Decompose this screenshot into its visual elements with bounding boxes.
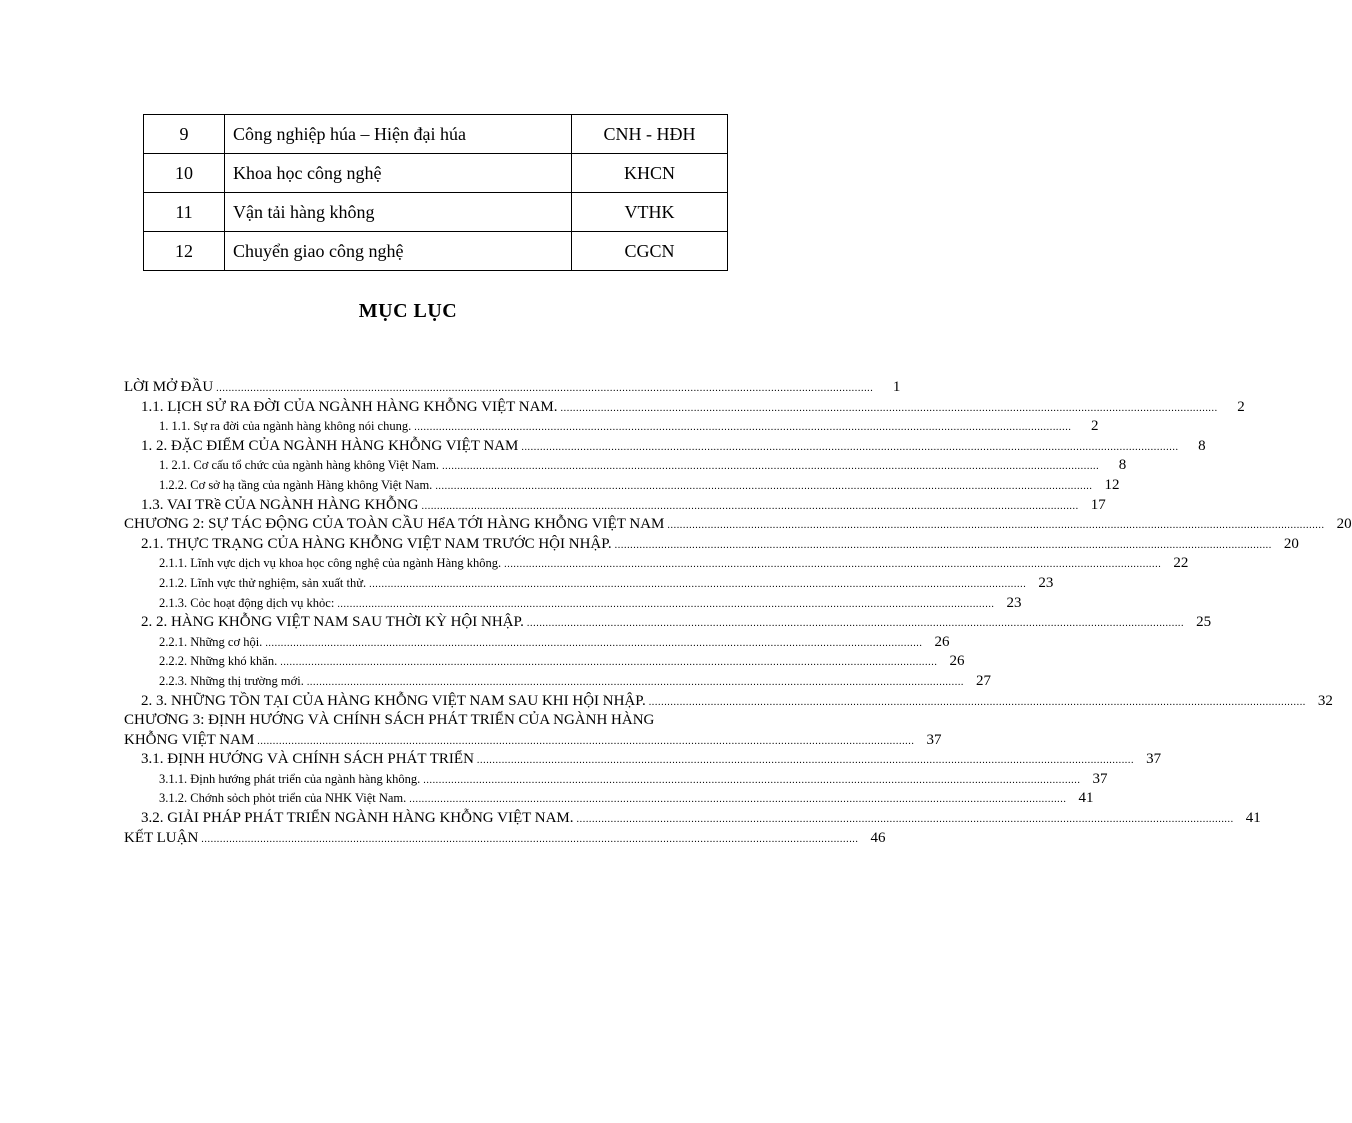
toc-entry-page: 26 <box>934 633 950 650</box>
table-row <box>144 115 728 154</box>
row-abbreviation: KHCN <box>572 154 728 193</box>
toc-entry-page: 12 <box>1104 476 1120 493</box>
row-abbreviation: CNH - HĐH <box>572 115 728 154</box>
toc-entry-page: 22 <box>1173 555 1189 572</box>
toc-leader: .................................................................................................................................................................................................................... <box>265 637 923 649</box>
toc-leader: .................................................................................................................................................................................................................... <box>526 618 1185 630</box>
toc-leader: .................................................................................................................................................................................................................... <box>576 814 1234 826</box>
toc-title: MỤC LỤC <box>358 300 458 322</box>
toc-entry-page: 8 <box>1198 437 1206 454</box>
row-term: Khoa học công nghệ <box>225 154 572 193</box>
table-row <box>144 154 728 193</box>
toc-entry-page: 26 <box>949 653 965 670</box>
row-number: 11 <box>144 193 225 232</box>
toc-entry[interactable] <box>124 554 1189 574</box>
toc-entry[interactable] <box>124 731 942 751</box>
toc-leader: .................................................................................................................................................................................................................... <box>216 383 874 394</box>
toc-entry-page: 20 <box>1336 516 1352 533</box>
table-row <box>144 232 728 271</box>
toc-leader: .................................................................................................................................................................................................................... <box>337 598 995 610</box>
toc-entry-label: 2.1.2. Lĩnh vực thử nghiệm, sản xuất thử. <box>159 575 367 590</box>
toc-entry-page: 37 <box>1092 770 1108 787</box>
toc-entry-page: 27 <box>976 672 992 689</box>
toc-leader: .................................................................................................................................................................................................................... <box>414 422 1072 434</box>
toc-entry-label: CHƯƠNG 3: ĐỊNH HƯỚNG VÀ CHÍNH SÁCH PHÁT TRIỂN CỦA NGÀNH HÀNG <box>124 712 655 729</box>
toc-entry[interactable] <box>124 829 886 849</box>
toc-entry[interactable] <box>124 535 1299 555</box>
toc-entry-page: 37 <box>1146 751 1162 768</box>
toc-entry-label: 3.1.1. Định hướng phát triển của ngành hàng không. <box>159 771 421 786</box>
toc-entry-label: 1.1. LỊCH SỬ RA ĐỜI CỦA NGÀNH HÀNG KHỖNG VIỆT NAM. <box>141 398 558 415</box>
toc-entry[interactable] <box>124 594 1022 614</box>
toc-entry-label: 1.3. VAI TRề CỦA NGÀNH HÀNG KHỖNG <box>141 496 419 513</box>
toc-entry-page: 23 <box>1038 574 1054 591</box>
toc-entry-label: 2. 3. NHỮNG TỒN TẠI CỦA HÀNG KHỖNG VIỆT NAM SAU KHI HỘI NHẬP. <box>141 692 646 709</box>
toc-entry[interactable] <box>124 711 748 731</box>
toc-entry-label: 2.1.3. Cỏc hoạt động dịch vụ khỏc: <box>159 595 335 610</box>
toc-leader: .................................................................................................................................................................................................................... <box>435 480 1093 492</box>
toc-entry[interactable] <box>124 613 1212 633</box>
toc-leader: .................................................................................................................................................................................................................... <box>280 657 938 669</box>
toc-entry-label: 2.2.2. Những khó khăn. <box>159 654 278 669</box>
row-number: 9 <box>144 115 225 154</box>
toc-entry[interactable] <box>124 809 1261 829</box>
toc-leader: .................................................................................................................................................................................................................... <box>306 676 965 688</box>
toc-entry-page: 41 <box>1078 790 1094 807</box>
toc-entry-label: KẾT LUẬN <box>124 829 199 846</box>
toc-entry[interactable] <box>124 476 1120 496</box>
table-of-contents <box>124 378 1352 848</box>
toc-entry-label: CHƯƠNG 2: SỰ TÁC ĐỘNG CỦA TOÀN CẦU HểA TỚI HÀNG KHỖNG VIỆT NAM <box>124 516 665 533</box>
toc-leader: .................................................................................................................................................................................................................... <box>560 402 1218 414</box>
toc-leader: .................................................................................................................................................................................................................... <box>421 500 1079 512</box>
toc-entry-page: 32 <box>1317 692 1333 709</box>
toc-entry-label: 1. 2. ĐẶC ĐIỂM CỦA NGÀNH HÀNG KHỖNG VIỆT NAM <box>141 437 519 454</box>
toc-entry[interactable] <box>124 692 1333 712</box>
toc-entry-page: 37 <box>926 731 942 748</box>
toc-entry-page: 2 <box>1237 398 1245 415</box>
toc-leader: .................................................................................................................................................................................................................... <box>648 696 1306 708</box>
toc-entry-label: KHỖNG VIỆT NAM <box>124 731 255 748</box>
toc-entry-page: 8 <box>1118 457 1127 474</box>
toc-entry[interactable] <box>124 633 950 653</box>
abbreviation-table <box>143 114 728 271</box>
toc-entry-label: 2.2.1. Những cơ hội. <box>159 634 263 649</box>
toc-entry-label: 2.2.3. Những thị trường mới. <box>159 673 304 688</box>
toc-entry-label: 2.1.1. Lĩnh vực dịch vụ khoa học công nghệ của ngành Hàng không. <box>159 556 502 571</box>
toc-entry-label: 1.2.2. Cơ sở hạ tầng của ngành Hàng không Việt Nam. <box>159 477 433 492</box>
toc-entry-label: 2. 2. HÀNG KHỖNG VIỆT NAM SAU THỜI KỲ HỘI NHẬP. <box>141 614 524 631</box>
toc-entry-label: LỜI MỞ ĐẦU <box>124 379 214 395</box>
toc-entry-page: 25 <box>1196 614 1212 631</box>
toc-entry-page: 23 <box>1006 594 1022 611</box>
table-row <box>144 193 728 232</box>
row-term: Công nghiệp húa – Hiện đại húa <box>225 115 572 154</box>
toc-entry[interactable] <box>124 750 1162 770</box>
row-abbreviation: CGCN <box>572 232 728 271</box>
toc-entry-page: 1 <box>892 379 901 395</box>
toc-leader: .................................................................................................................................................................................................................... <box>476 755 1135 767</box>
toc-entry[interactable] <box>124 456 1127 476</box>
toc-entry[interactable] <box>124 378 901 398</box>
toc-entry[interactable] <box>124 496 1106 516</box>
toc-leader: .................................................................................................................................................................................................................... <box>442 461 1100 473</box>
toc-entry-label: 3.1. ĐỊNH HƯỚNG VÀ CHÍNH SÁCH PHÁT TRIỂN <box>141 751 474 768</box>
row-abbreviation: VTHK <box>572 193 728 232</box>
toc-entry-page: 41 <box>1245 810 1261 827</box>
toc-entry[interactable] <box>124 574 1054 594</box>
toc-entry[interactable] <box>124 672 992 692</box>
toc-leader: .................................................................................................................................................................................................................... <box>423 774 1081 786</box>
toc-entry-label: 2.1. THỰC TRẠNG CỦA HÀNG KHỖNG VIỆT NAM TRƯỚC HỘI NHẬP. <box>141 535 612 552</box>
toc-entry-page: 2 <box>1090 418 1099 435</box>
row-term: Vận tải hàng không <box>225 193 572 232</box>
toc-entry[interactable] <box>124 417 1099 437</box>
toc-leader: .................................................................................................................................................................................................................... <box>257 735 915 747</box>
toc-entry[interactable] <box>124 789 1094 809</box>
toc-leader: .................................................................................................................................................................................................................... <box>201 833 859 845</box>
toc-entry-page: 17 <box>1090 496 1106 513</box>
toc-leader: .................................................................................................................................................................................................................... <box>504 559 1162 571</box>
row-number: 12 <box>144 232 225 271</box>
toc-entry[interactable] <box>124 515 1352 535</box>
toc-entry[interactable] <box>124 770 1108 790</box>
toc-entry-label: 3.1.2. Chớnh sỏch phỏt triển của NHK Việt Nam. <box>159 791 407 806</box>
toc-leader: .................................................................................................................................................................................................................... <box>667 520 1325 532</box>
toc-leader: .................................................................................................................................................................................................................... <box>409 794 1067 806</box>
toc-entry-label: 1. 1.1. Sự ra đời của ngành hàng không nói chung. <box>159 419 412 434</box>
toc-leader: .................................................................................................................................................................................................................... <box>521 441 1179 453</box>
row-term: Chuyển giao công nghệ <box>225 232 572 271</box>
toc-entry-label: 3.2. GIẢI PHÁP PHÁT TRIỂN NGÀNH HÀNG KHỖNG VIỆT NAM. <box>141 810 574 827</box>
toc-entry[interactable] <box>124 398 1245 418</box>
toc-leader: .................................................................................................................................................................................................................... <box>614 539 1272 551</box>
toc-entry[interactable] <box>124 652 965 672</box>
toc-leader: .................................................................................................................................................................................................................... <box>369 578 1027 590</box>
toc-entry[interactable] <box>124 437 1206 457</box>
toc-entry-page: 46 <box>870 829 886 846</box>
row-number: 10 <box>144 154 225 193</box>
toc-entry-page: 20 <box>1283 535 1299 552</box>
toc-entry-label: 1. 2.1. Cơ cấu tổ chức của ngành hàng không Việt Nam. <box>159 458 440 473</box>
